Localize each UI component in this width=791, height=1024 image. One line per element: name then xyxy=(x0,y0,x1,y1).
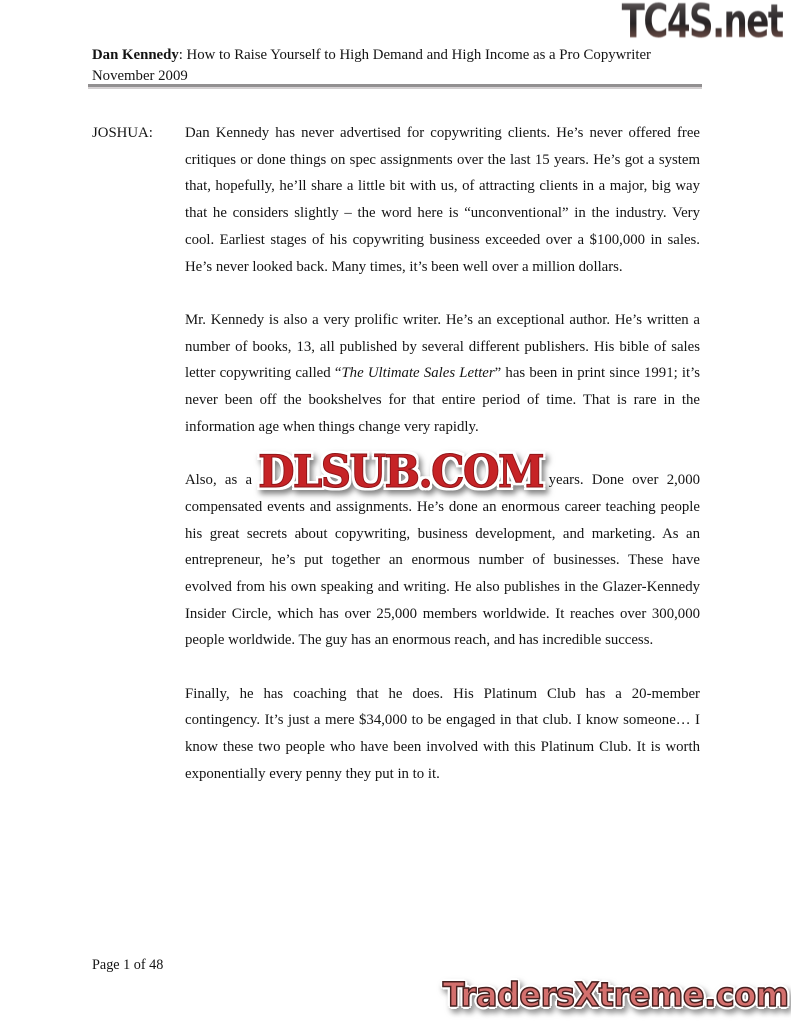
document-date: November 2009 xyxy=(92,67,188,84)
paragraph-text: Also, as a xyxy=(185,472,261,489)
watermark-anchor xyxy=(258,445,544,499)
paragraph-text: years. Done over 2,000 compensated events and assignments. He’s done an enormous career teaching people his great secrets about copywriting, business development, and marketing. As an entrepreneur, he’s put together an enormous number of businesses. These have evolved from his own speaking and writing. He also publishes in the Glazer-Kennedy Insider Circle, which has over 25,000 members worldwide. It reaches over 300,000 people worldwide. The guy has an enormous reach, and has incredible success. xyxy=(185,472,700,649)
transcript-paragraph xyxy=(185,120,700,280)
paragraph-text: ” has been in print since 1991; it’s never been off the bookshelves for that entire period of time. That is rare in the information age when things change very rapidly. xyxy=(185,365,701,435)
tc4s-logo: TC4S.net xyxy=(622,0,783,48)
header-divider xyxy=(88,84,702,89)
transcript-paragraph xyxy=(185,681,700,788)
book-title-italic: The Ultimate Sales Letter xyxy=(341,365,495,382)
paragraph-text: Mr. Kennedy is also a very prolific writer. He’s an exceptional author. He’s written a number of books, 13, all published by several different publishers. His bible of sales letter copywriting called “ xyxy=(185,311,700,382)
paragraph-text: Dan Kennedy has never advertised for copywriting clients. He’s never offered free critiques or done things on spec assignments over the last 15 years. He’s got a system that, hopefully, he’ll share a little bit with us, of attracting clients in a major, big way that he considers slightly – the word here is “unconventional” in the industry. Very cool. Earliest stages of his copywriting business exceeded over a $100,000 in sales. He’s never looked back. Many times, it’s been well over a million dollars. xyxy=(185,125,700,275)
dlsub-watermark: DLSUB.COM xyxy=(258,445,544,499)
speaker-label: JOSHUA: xyxy=(92,125,153,141)
paragraph-text: Finally, he has coaching that he does. His Platinum Club has a 20-member contingency. It’s just a mere $34,000 to be engaged in that club. I know someone… I know these two people who have been involved with this Platinum Club. It is worth exponentially every penny they put in to it. xyxy=(185,685,700,782)
transcript-paragraphs xyxy=(185,120,700,788)
transcript-paragraph xyxy=(185,445,700,654)
title-rest: : How to Raise Yourself to High Demand and High Income as a Pro Copywriter xyxy=(178,47,651,63)
page-number: Page 1 of 48 xyxy=(92,957,164,973)
transcript-body xyxy=(92,120,702,814)
tradersxtreme-logo: TradersXtreme.com xyxy=(443,975,789,1014)
transcript-paragraph xyxy=(185,307,700,441)
document-title xyxy=(92,45,708,66)
document-header xyxy=(92,45,708,86)
title-author-name: Dan Kennedy xyxy=(92,47,179,63)
